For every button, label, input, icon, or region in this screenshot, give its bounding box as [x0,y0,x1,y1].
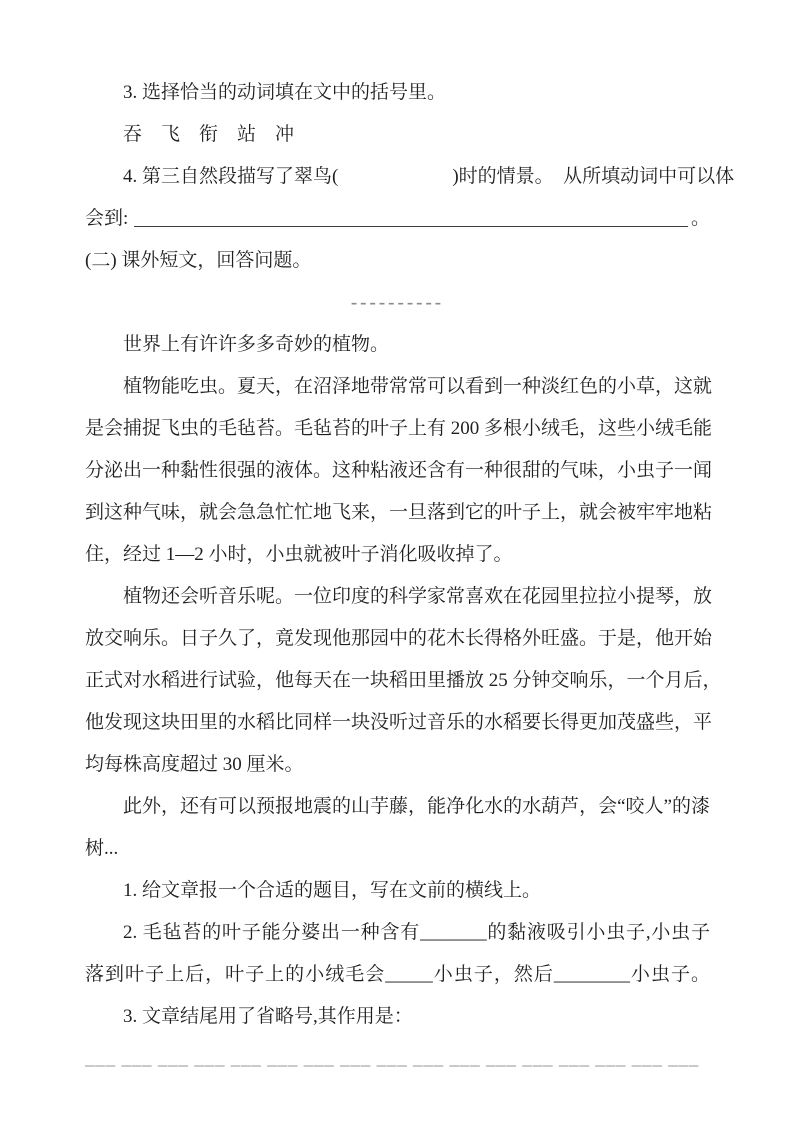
essay-line: 此外，还有可以预报地震的山芋藤，能净化水的水葫芦，会“咬人”的漆 [123,796,710,817]
essay-title-blank: ---------- [350,292,445,313]
question-4-answer-suffix: 。 [690,208,710,229]
essay-line: 正式对水稻进行试验，他每天在一块稻田里播放 25 分钟交响乐，一个月后， [85,670,722,691]
section-2-heading: (二) 课外短文，回答问题。 [85,250,312,271]
essay-line: 是会捕捉飞虫的毛毡苔。毛毡苔的叶子上有 200 多根小绒毛，这些小绒毛能 [85,418,713,439]
essay-line: 到这种气味，就会急急忙忙地飞来，一旦落到它的叶子上，就会被牢牢地粘 [85,502,713,523]
question-3-prompt: 3. 选择恰当的动词填在文中的括号里。 [123,82,447,103]
essay-line: 世界上有许许多多奇妙的植物。 [123,334,390,355]
essay-question-2-line-2: 落到叶子上后，叶子上的小绒毛会_____小虫子，然后________小虫子。 [85,964,710,985]
essay-line: 放交响乐。日子久了，竟发现他那园中的花木长得格外旺盛。于是，他开始 [85,628,713,649]
question-4-text: 4. 第三自然段描写了翠鸟( )时的情景。 从所填动词中可以体 [123,166,735,187]
question-4-answer-rule [134,198,688,227]
essay-question-3: 3. 文章结尾用了省略号,其作用是： [123,1006,413,1027]
essay-line: 分泌出一种黏性很强的液体。这种粘液还含有一种很甜的气味，小虫子一闻 [85,460,713,481]
question-4-answer-prefix: 会到: [85,208,129,229]
verb-word-bank: 吞 飞 衔 站 冲 [123,124,295,145]
question-4-answer-line [85,198,710,240]
essay-line: 住，经过 1—2 小时，小虫就被叶子消化吸收掉了。 [85,544,513,565]
essay-question-2-line-1: 2. 毛毡苔的叶子能分婆出一种含有_______的黏液吸引小虫子,小虫子 [123,922,710,943]
essay-line: 植物还会听音乐呢。一位印度的科学家常喜欢在花园里拉拉小提琴，放 [123,586,713,607]
essay-line: 均每株高度超过 30 厘米。 [85,754,304,775]
essay-line: 植物能吃虫。夏天，在沼泽地带常常可以看到一种淡红色的小草，这就 [123,376,713,397]
essay-line: 树... [85,838,119,859]
essay-line: 他发现这块田里的水稻比同样一块没听过音乐的水稻要长得更加茂盛些，平 [85,712,713,733]
essay-question-3-answer-blank: ___ ___ ___ ___ ___ ___ ___ ___ ___ ___ ___ ___ ___ ___ ___ ___ ___ [85,1048,700,1069]
essay-question-1: 1. 给文章报一个合适的题目，写在文前的横线上。 [123,880,542,901]
